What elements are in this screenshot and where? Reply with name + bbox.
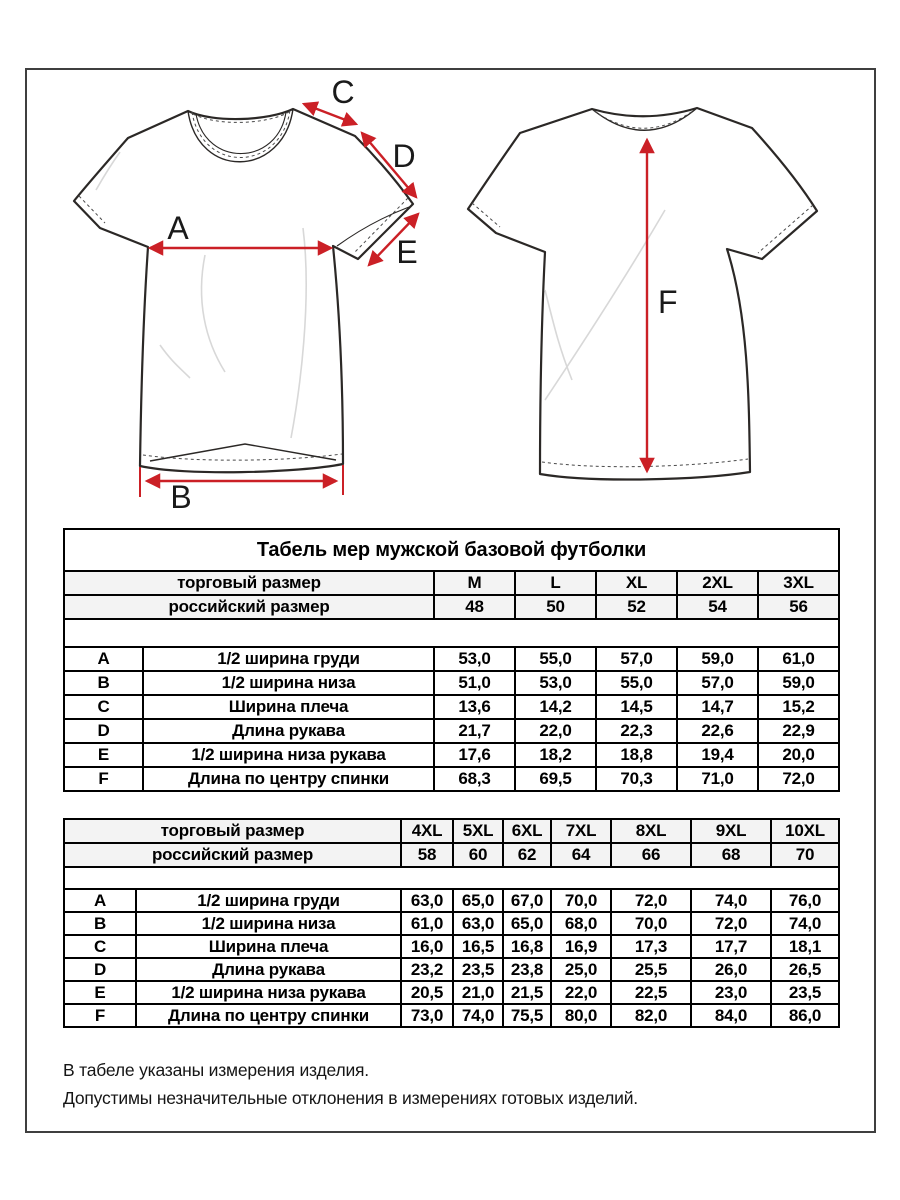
measurement-value: 22,9 <box>758 719 839 743</box>
measurement-value: 23,0 <box>691 981 771 1004</box>
measurement-value: 63,0 <box>453 912 503 935</box>
measurement-value: 17,7 <box>691 935 771 958</box>
measurement-value: 72,0 <box>611 889 691 912</box>
ru-size-cell: 48 <box>434 595 515 619</box>
footnote-line: Допустимы незначительные отклонения в измерениях готовых изделий. <box>63 1088 638 1108</box>
size-table-4xl-10xl <box>63 818 840 1028</box>
size-header-cell: 8XL <box>611 819 691 843</box>
measurement-value: 75,5 <box>503 1004 551 1027</box>
ru-size-cell: 60 <box>453 843 503 867</box>
measurement-letter: F <box>64 767 143 791</box>
measurement-value: 80,0 <box>551 1004 611 1027</box>
trade-size-label: торговый размер <box>64 819 401 843</box>
footnotes <box>63 1056 638 1112</box>
measurement-value: 55,0 <box>515 647 596 671</box>
ru-size-cell: 52 <box>596 595 677 619</box>
measurement-letter: A <box>64 889 136 912</box>
measurement-value: 61,0 <box>758 647 839 671</box>
measurement-value: 16,0 <box>401 935 453 958</box>
table-row <box>64 647 839 671</box>
measurement-value: 68,3 <box>434 767 515 791</box>
measurement-letter: B <box>64 671 143 695</box>
measurement-value: 23,2 <box>401 958 453 981</box>
measurement-value: 70,0 <box>611 912 691 935</box>
measurement-value: 16,8 <box>503 935 551 958</box>
table-row <box>64 767 839 791</box>
measurement-name: Длина рукава <box>143 719 434 743</box>
ru-size-cell: 56 <box>758 595 839 619</box>
measurement-name: 1/2 ширина низа <box>136 912 401 935</box>
measurement-name: Длина рукава <box>136 958 401 981</box>
spacer-row <box>64 867 839 889</box>
measurement-letter: E <box>64 981 136 1004</box>
size-header-cell: 9XL <box>691 819 771 843</box>
measurement-value: 67,0 <box>503 889 551 912</box>
measurement-name: 1/2 ширина низа <box>143 671 434 695</box>
measurement-value: 22,0 <box>515 719 596 743</box>
size-header-cell: 3XL <box>758 571 839 595</box>
measurement-letter: C <box>64 935 136 958</box>
measurement-value: 23,5 <box>453 958 503 981</box>
table-row <box>64 719 839 743</box>
measurement-value: 20,5 <box>401 981 453 1004</box>
measurement-value: 14,5 <box>596 695 677 719</box>
measurement-value: 51,0 <box>434 671 515 695</box>
measurement-value: 76,0 <box>771 889 839 912</box>
size-header-cell: 5XL <box>453 819 503 843</box>
dimension-label-a: A <box>167 210 189 246</box>
measurement-value: 63,0 <box>401 889 453 912</box>
table-row <box>64 912 839 935</box>
ru-size-cell: 68 <box>691 843 771 867</box>
trade-size-label: торговый размер <box>64 571 434 595</box>
ru-size-cell: 66 <box>611 843 691 867</box>
measurement-value: 18,8 <box>596 743 677 767</box>
measurement-value: 14,2 <box>515 695 596 719</box>
footnote-line: В табеле указаны измерения изделия. <box>63 1060 369 1080</box>
measurement-value: 84,0 <box>691 1004 771 1027</box>
table-row <box>64 889 839 912</box>
measurement-value: 13,6 <box>434 695 515 719</box>
measurement-name: 1/2 ширина низа рукава <box>143 743 434 767</box>
ru-size-row <box>64 843 839 867</box>
measurement-value: 15,2 <box>758 695 839 719</box>
table-row <box>64 695 839 719</box>
measurement-value: 22,5 <box>611 981 691 1004</box>
measurement-value: 86,0 <box>771 1004 839 1027</box>
tshirt-back-drawing <box>468 108 817 480</box>
ru-size-cell: 54 <box>677 595 758 619</box>
table-row <box>64 958 839 981</box>
tshirt-diagrams <box>0 0 900 530</box>
size-header-cell: 2XL <box>677 571 758 595</box>
table-title: Табель мер мужской базовой футболки <box>64 529 839 571</box>
measurement-value: 53,0 <box>434 647 515 671</box>
measurement-value: 65,0 <box>453 889 503 912</box>
size-table-m-3xl <box>63 528 840 792</box>
measurement-value: 72,0 <box>758 767 839 791</box>
table-row <box>64 743 839 767</box>
measurement-value: 17,6 <box>434 743 515 767</box>
measurement-name: Ширина плеча <box>136 935 401 958</box>
measurement-letter: E <box>64 743 143 767</box>
measurement-value: 17,3 <box>611 935 691 958</box>
size-header-cell: M <box>434 571 515 595</box>
measurement-name: 1/2 ширина груди <box>143 647 434 671</box>
measurement-value: 70,0 <box>551 889 611 912</box>
measurement-name: Длина по центру спинки <box>136 1004 401 1027</box>
measurement-value: 22,6 <box>677 719 758 743</box>
measurement-name: 1/2 ширина низа рукава <box>136 981 401 1004</box>
measurement-value: 71,0 <box>677 767 758 791</box>
measurement-letter: B <box>64 912 136 935</box>
table-row <box>64 671 839 695</box>
ru-size-cell: 50 <box>515 595 596 619</box>
measurement-value: 82,0 <box>611 1004 691 1027</box>
ru-size-row <box>64 595 839 619</box>
measurement-letter: D <box>64 958 136 981</box>
measurement-value: 22,0 <box>551 981 611 1004</box>
measurement-letter: F <box>64 1004 136 1027</box>
dimension-label-c: C <box>331 74 355 110</box>
size-header-cell: XL <box>596 571 677 595</box>
ru-size-cell: 70 <box>771 843 839 867</box>
measurement-value: 68,0 <box>551 912 611 935</box>
ru-size-cell: 62 <box>503 843 551 867</box>
measurement-value: 61,0 <box>401 912 453 935</box>
dimension-label-b: B <box>170 479 192 515</box>
measurement-value: 23,8 <box>503 958 551 981</box>
measurement-value: 53,0 <box>515 671 596 695</box>
measurement-value: 26,0 <box>691 958 771 981</box>
measurement-value: 70,3 <box>596 767 677 791</box>
measurement-name: Длина по центру спинки <box>143 767 434 791</box>
trade-size-row <box>64 571 839 595</box>
measurement-letter: C <box>64 695 143 719</box>
ru-size-label: российский размер <box>64 843 401 867</box>
size-header-cell: 10XL <box>771 819 839 843</box>
measurement-value: 55,0 <box>596 671 677 695</box>
measurement-value: 18,1 <box>771 935 839 958</box>
measurement-value: 21,5 <box>503 981 551 1004</box>
measurement-value: 21,7 <box>434 719 515 743</box>
measurement-value: 23,5 <box>771 981 839 1004</box>
ru-size-cell: 58 <box>401 843 453 867</box>
measurement-value: 59,0 <box>677 647 758 671</box>
spacer-row <box>64 619 839 647</box>
tshirt-front-drawing <box>74 74 418 515</box>
measurement-value: 72,0 <box>691 912 771 935</box>
ru-size-label: российский размер <box>64 595 434 619</box>
measurement-value: 20,0 <box>758 743 839 767</box>
measurement-value: 74,0 <box>453 1004 503 1027</box>
table-row <box>64 1004 839 1027</box>
trade-size-row <box>64 819 839 843</box>
measurement-value: 65,0 <box>503 912 551 935</box>
size-header-cell: L <box>515 571 596 595</box>
size-header-cell: 4XL <box>401 819 453 843</box>
ru-size-cell: 64 <box>551 843 611 867</box>
measurement-value: 21,0 <box>453 981 503 1004</box>
measurement-value: 57,0 <box>677 671 758 695</box>
measurement-name: Ширина плеча <box>143 695 434 719</box>
measurement-value: 26,5 <box>771 958 839 981</box>
measurement-value: 22,3 <box>596 719 677 743</box>
size-header-cell: 7XL <box>551 819 611 843</box>
dimension-label-d: D <box>392 138 416 174</box>
size-header-cell: 6XL <box>503 819 551 843</box>
measurement-value: 18,2 <box>515 743 596 767</box>
measurement-value: 25,0 <box>551 958 611 981</box>
measurement-value: 73,0 <box>401 1004 453 1027</box>
dimension-label-e: E <box>396 234 418 270</box>
measurement-name: 1/2 ширина груди <box>136 889 401 912</box>
measurement-value: 25,5 <box>611 958 691 981</box>
measurement-value: 14,7 <box>677 695 758 719</box>
table-row <box>64 935 839 958</box>
measurement-letter: A <box>64 647 143 671</box>
measurement-value: 57,0 <box>596 647 677 671</box>
dimension-label-f: F <box>658 284 678 320</box>
measurement-value: 59,0 <box>758 671 839 695</box>
measurement-value: 19,4 <box>677 743 758 767</box>
measurement-value: 69,5 <box>515 767 596 791</box>
table-row <box>64 981 839 1004</box>
measurement-value: 16,5 <box>453 935 503 958</box>
measurement-value: 16,9 <box>551 935 611 958</box>
measurement-letter: D <box>64 719 143 743</box>
measurement-value: 74,0 <box>691 889 771 912</box>
measurement-value: 74,0 <box>771 912 839 935</box>
